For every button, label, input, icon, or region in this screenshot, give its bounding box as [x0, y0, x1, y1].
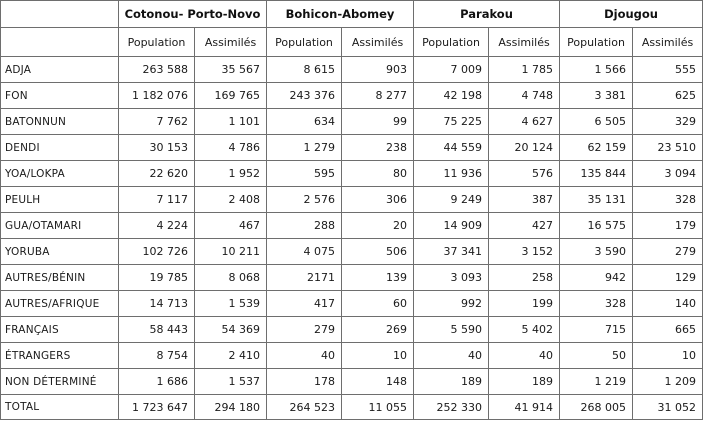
row-label: ÉTRANGERS [1, 343, 119, 369]
subheader-corner-cell [1, 28, 119, 57]
assimiles-cell: 140 [633, 291, 703, 317]
assimiles-cell: 1 785 [489, 57, 560, 83]
assimiles-cell: 238 [342, 135, 414, 161]
population-cell: 8 754 [119, 343, 195, 369]
assimiles-cell: 11 055 [342, 395, 414, 420]
assimiles-cell: 10 211 [195, 239, 267, 265]
row-label: NON DÉTERMINÉ [1, 369, 119, 395]
table-row [1, 213, 703, 239]
table-row [1, 291, 703, 317]
region-header-djougou: Djougou [560, 1, 703, 28]
assimiles-cell: 148 [342, 369, 414, 395]
population-cell: 102 726 [119, 239, 195, 265]
table-row [1, 369, 703, 395]
population-cell: 5 590 [414, 317, 489, 343]
corner-cell [1, 1, 119, 28]
population-cell: 7 009 [414, 57, 489, 83]
population-cell: 264 523 [267, 395, 342, 420]
population-cell: 189 [414, 369, 489, 395]
population-cell: 4 075 [267, 239, 342, 265]
assimiles-cell: 329 [633, 109, 703, 135]
row-label: TOTAL [1, 395, 119, 420]
assimiles-cell: 555 [633, 57, 703, 83]
assimiles-cell: 387 [489, 187, 560, 213]
population-cell: 1 566 [560, 57, 633, 83]
population-cell: 178 [267, 369, 342, 395]
assimiles-cell: 903 [342, 57, 414, 83]
assimiles-cell: 10 [633, 343, 703, 369]
region-header-cotonou: Cotonou- Porto-Novo [119, 1, 267, 28]
assimiles-cell: 20 124 [489, 135, 560, 161]
row-label: DENDI [1, 135, 119, 161]
assimiles-cell: 54 369 [195, 317, 267, 343]
assimiles-cell: 1 101 [195, 109, 267, 135]
row-label: YOA/LOKPA [1, 161, 119, 187]
population-cell: 595 [267, 161, 342, 187]
assimiles-cell: 139 [342, 265, 414, 291]
row-label: AUTRES/AFRIQUE [1, 291, 119, 317]
population-cell: 8 615 [267, 57, 342, 83]
population-cell: 16 575 [560, 213, 633, 239]
assimiles-cell: 2 408 [195, 187, 267, 213]
population-cell: 75 225 [414, 109, 489, 135]
assimiles-cell: 23 510 [633, 135, 703, 161]
table-row [1, 83, 703, 109]
assimiles-cell: 506 [342, 239, 414, 265]
population-cell: 1 723 647 [119, 395, 195, 420]
row-label: AUTRES/BÉNIN [1, 265, 119, 291]
assimiles-cell: 80 [342, 161, 414, 187]
population-cell: 135 844 [560, 161, 633, 187]
subheader-population: Population [560, 28, 633, 57]
population-cell: 1 279 [267, 135, 342, 161]
population-cell: 2171 [267, 265, 342, 291]
row-label: ADJA [1, 57, 119, 83]
population-cell: 14 713 [119, 291, 195, 317]
table-row [1, 57, 703, 83]
assimiles-cell: 625 [633, 83, 703, 109]
assimiles-cell: 189 [489, 369, 560, 395]
population-cell: 6 505 [560, 109, 633, 135]
subheader-assimiles: Assimilés [489, 28, 560, 57]
assimiles-cell: 40 [489, 343, 560, 369]
subheader-assimiles: Assimilés [342, 28, 414, 57]
population-cell: 3 590 [560, 239, 633, 265]
table-row [1, 265, 703, 291]
population-cell: 252 330 [414, 395, 489, 420]
assimiles-cell: 10 [342, 343, 414, 369]
population-cell: 268 005 [560, 395, 633, 420]
assimiles-cell: 269 [342, 317, 414, 343]
total-row [1, 395, 703, 420]
row-label: YORUBA [1, 239, 119, 265]
row-label: FON [1, 83, 119, 109]
population-cell: 7 117 [119, 187, 195, 213]
assimiles-cell: 4 627 [489, 109, 560, 135]
population-cell: 279 [267, 317, 342, 343]
assimiles-cell: 306 [342, 187, 414, 213]
table-row [1, 317, 703, 343]
assimiles-cell: 4 786 [195, 135, 267, 161]
population-cell: 62 159 [560, 135, 633, 161]
assimiles-cell: 328 [633, 187, 703, 213]
assimiles-cell: 4 748 [489, 83, 560, 109]
assimiles-cell: 199 [489, 291, 560, 317]
population-cell: 44 559 [414, 135, 489, 161]
assimiles-cell: 1 209 [633, 369, 703, 395]
assimiles-cell: 5 402 [489, 317, 560, 343]
population-cell: 417 [267, 291, 342, 317]
population-cell: 40 [414, 343, 489, 369]
population-cell: 634 [267, 109, 342, 135]
assimiles-cell: 31 052 [633, 395, 703, 420]
subheader-population: Population [267, 28, 342, 57]
population-cell: 4 224 [119, 213, 195, 239]
subheader-assimiles: Assimilés [195, 28, 267, 57]
assimiles-cell: 279 [633, 239, 703, 265]
assimiles-cell: 20 [342, 213, 414, 239]
population-cell: 1 686 [119, 369, 195, 395]
region-header-parakou: Parakou [414, 1, 560, 28]
population-cell: 37 341 [414, 239, 489, 265]
table-body [1, 57, 703, 420]
population-cell: 50 [560, 343, 633, 369]
assimiles-cell: 35 567 [195, 57, 267, 83]
region-header-row [1, 1, 703, 28]
assimiles-cell: 169 765 [195, 83, 267, 109]
assimiles-cell: 179 [633, 213, 703, 239]
population-cell: 42 198 [414, 83, 489, 109]
assimiles-cell: 294 180 [195, 395, 267, 420]
subheader-assimiles: Assimilés [633, 28, 703, 57]
population-cell: 263 588 [119, 57, 195, 83]
population-cell: 9 249 [414, 187, 489, 213]
assimiles-cell: 8 068 [195, 265, 267, 291]
table-row [1, 187, 703, 213]
population-cell: 715 [560, 317, 633, 343]
population-cell: 19 785 [119, 265, 195, 291]
assimiles-cell: 665 [633, 317, 703, 343]
assimiles-cell: 3 152 [489, 239, 560, 265]
assimiles-cell: 129 [633, 265, 703, 291]
population-cell: 288 [267, 213, 342, 239]
assimiles-cell: 1 539 [195, 291, 267, 317]
assimiles-cell: 8 277 [342, 83, 414, 109]
assimiles-cell: 258 [489, 265, 560, 291]
assimiles-cell: 99 [342, 109, 414, 135]
assimiles-cell: 60 [342, 291, 414, 317]
population-cell: 1 219 [560, 369, 633, 395]
assimiles-cell: 41 914 [489, 395, 560, 420]
table-row [1, 343, 703, 369]
population-cell: 35 131 [560, 187, 633, 213]
row-label: PEULH [1, 187, 119, 213]
subheader-row [1, 28, 703, 57]
population-cell: 14 909 [414, 213, 489, 239]
population-cell: 3 381 [560, 83, 633, 109]
table-row [1, 239, 703, 265]
subheader-population: Population [119, 28, 195, 57]
population-cell: 942 [560, 265, 633, 291]
row-label: GUA/OTAMARI [1, 213, 119, 239]
assimiles-cell: 427 [489, 213, 560, 239]
assimiles-cell: 576 [489, 161, 560, 187]
population-cell: 58 443 [119, 317, 195, 343]
population-cell: 11 936 [414, 161, 489, 187]
subheader-population: Population [414, 28, 489, 57]
population-cell: 22 620 [119, 161, 195, 187]
assimiles-cell: 1 537 [195, 369, 267, 395]
table-row [1, 109, 703, 135]
population-cell: 3 093 [414, 265, 489, 291]
population-cell: 992 [414, 291, 489, 317]
table-row [1, 161, 703, 187]
population-cell: 1 182 076 [119, 83, 195, 109]
population-cell: 30 153 [119, 135, 195, 161]
assimiles-cell: 2 410 [195, 343, 267, 369]
assimiles-cell: 467 [195, 213, 267, 239]
population-cell: 2 576 [267, 187, 342, 213]
population-cell: 243 376 [267, 83, 342, 109]
population-cell: 7 762 [119, 109, 195, 135]
row-label: FRANÇAIS [1, 317, 119, 343]
population-cell: 328 [560, 291, 633, 317]
region-header-bohicon: Bohicon-Abomey [267, 1, 414, 28]
assimiles-cell: 1 952 [195, 161, 267, 187]
table-row [1, 135, 703, 161]
row-label: BATONNUN [1, 109, 119, 135]
population-cell: 40 [267, 343, 342, 369]
assimiles-cell: 3 094 [633, 161, 703, 187]
